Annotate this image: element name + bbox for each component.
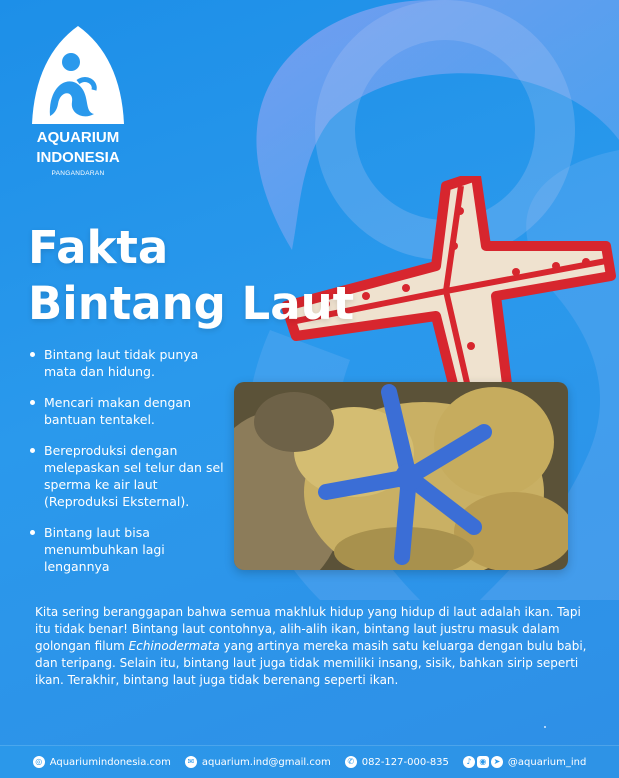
- fact-item: Bintang laut bisa menumbuhkan lagi lengannya: [28, 524, 228, 575]
- fact-item: Bereproduksi dengan melepaskan sel telur dan sel sperma ke air laut (Reproduksi Eksternal).: [28, 442, 228, 510]
- footer-website[interactable]: [33, 756, 171, 768]
- footer-contact-bar: [0, 745, 619, 778]
- logo-location: PANGANDARAN: [51, 170, 105, 177]
- logo-icon: [28, 24, 128, 128]
- title-line-1: Fakta: [28, 221, 169, 274]
- description-paragraph: [35, 604, 595, 689]
- paragraph-part-2: yang artinya mereka masih satu keluarga dengan bulu babi, dan teripang. Selain itu, bintang laut juga tidak memiliki insang, sisik, bahkan sirip seperti ikan. Terakhir, bintang laut juga tidak berenang seperti ikan.: [35, 639, 587, 687]
- blue-starfish-photo: [234, 382, 568, 570]
- decorative-dot: [544, 726, 546, 728]
- email-text: aquarium.ind@gmail.com: [201, 756, 331, 768]
- title-line-2: Bintang Laut: [28, 277, 355, 330]
- instagram-icon: ◉: [477, 756, 489, 768]
- paragraph-italic-term: Echinodermata: [128, 639, 220, 653]
- globe-icon: ◎: [33, 756, 45, 768]
- facts-list: [28, 346, 228, 589]
- phone-text: 082-127-000-835: [361, 756, 449, 768]
- fact-item: Bintang laut tidak punya mata dan hidung.: [28, 346, 228, 380]
- fact-item: Mencari makan dengan bantuan tentakel.: [28, 394, 228, 428]
- email-icon: ✉: [185, 756, 197, 768]
- paragraph-part-1: Kita sering beranggapan bahwa semua makhluk hidup yang hidup di laut adalah ikan. Tapi itu tidak benar! Bintang laut contohnya, alih-alih ikan, bintang laut justru masuk dalam golongan filum: [35, 605, 581, 653]
- logo-name: AQUARIUM INDONESIA: [36, 129, 120, 166]
- social-icons: [463, 756, 503, 768]
- social-handle: @aquarium_ind: [507, 756, 587, 768]
- footer-email[interactable]: [185, 756, 331, 768]
- tiktok-icon: ♪: [463, 756, 475, 768]
- website-text: Aquariumindonesia.com: [49, 756, 171, 768]
- whatsapp-icon: ✆: [345, 756, 357, 768]
- page-title: [28, 220, 354, 332]
- footer-social[interactable]: [463, 756, 586, 768]
- twitter-icon: ➤: [491, 756, 503, 768]
- footer-phone[interactable]: [345, 756, 449, 768]
